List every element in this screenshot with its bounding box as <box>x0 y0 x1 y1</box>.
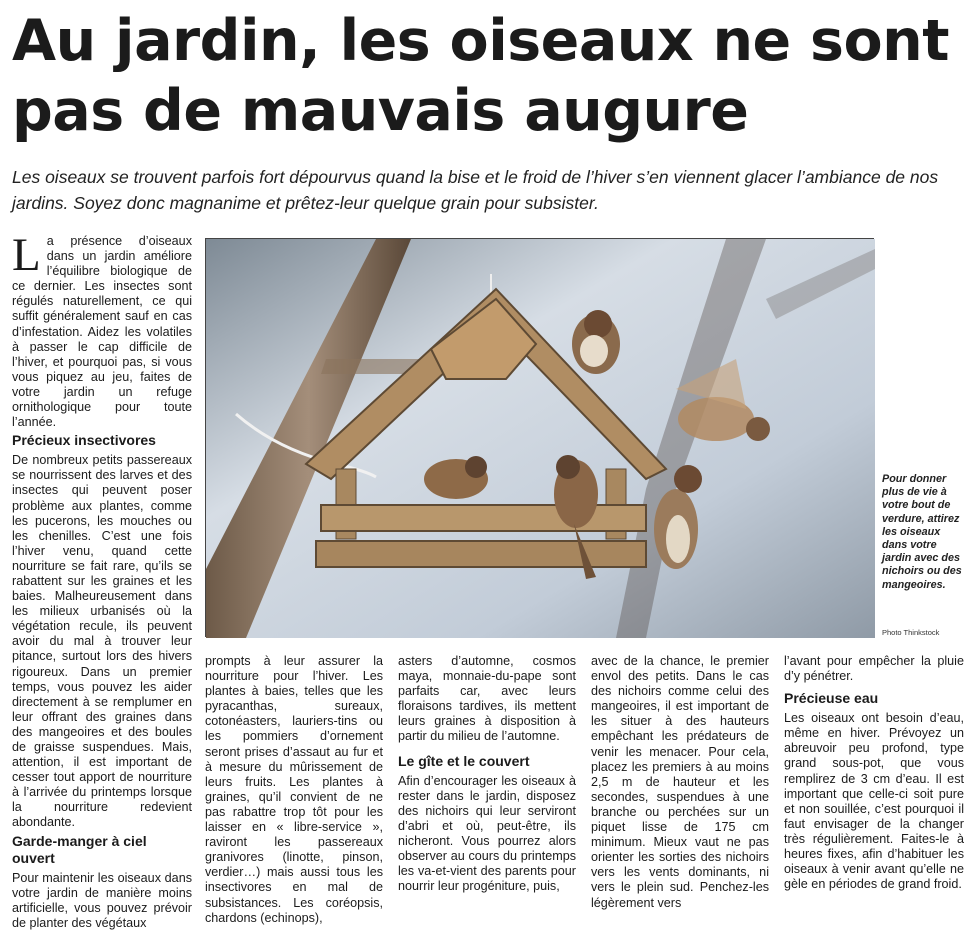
paragraph: De nombreux petits passereaux se nourrissent des larves et des insectes qui peuvent poser problème aux plantes, comme les pucerons, les mouches ou les chenilles. C’est une fois l’hiver venu, quand cette nourriture se fait rare, qu’ils se rabattent sur les graines et les baies. Malheureusement dans les milieux urbanisés où la végétation recule, ils peuvent avoir du mal à trouver leur pitance, surtout lors des hivers rigoureux. Dans un premier temps, vous pouvez les aider directement à se remplumer en leur offrant des graines dans des mangeoires et des boules de graisse suspendues. Mais, attention, il est important de cesser tout apport de nourriture à l’arrivée du printemps lorsque la nourriture redevient abondante. <box>12 453 192 830</box>
article-column-1 <box>12 229 192 931</box>
article-column-2 <box>205 654 383 926</box>
article-column-5 <box>784 654 964 892</box>
paragraph: Afin d’encourager les oiseaux à rester dans le jardin, disposez des nichoirs qui leur serviront d’abri et où, peut-être, ils nicheront. Vous pourrez alors observer au cours du printemps les va-et-vient des parents pour nourrir leur progéniture, puis, <box>398 773 576 894</box>
feeder-tray-base <box>316 541 646 567</box>
drop-cap: L <box>12 229 41 281</box>
paragraph: prompts à leur assurer la nourriture pour l’hiver. Les plantes à baies, telles que les pyracanthas, sureaux, cotonéasters, lauriers-tins ou les pommiers d’ornement seront prises d’assaut au fur et à mesure du mûrissement de leurs fruits. Les plantes à graines, qu’il convient de ne pas rabattre trop tôt pour les laisser en « libre-service », raviront les passereaux granivores (linotte, pinson, verdier…) mais aussi tous les insectivores en mal de subsistances. Les coréopsis, chardons (echinops), <box>205 654 383 925</box>
article-column-4 <box>591 654 769 911</box>
bird-feeder-photo <box>206 239 875 638</box>
feeder-tray-front <box>321 505 646 531</box>
paragraph: Les oiseaux ont besoin d’eau, même en hiver. Prévoyez un abreuvoir peu profond, type grand sous-pot, que vous remplirez de 3 cm d’eau. Il est important que celle-ci soit pure et non souillée, c’est pourquoi il faut envisager de la changer très régulièrement. Faites-le à heures fixes, afin d’habituer les oiseaux à venir avant qu’elle ne gèle en périodes de grand froid. <box>784 711 964 892</box>
paragraph: asters d’automne, cosmos maya, monnaie-du-pape sont parfaits car, avec leurs floraisons tardives, ils mettent leurs graines à disposition à partir du milieu de l’automne. <box>398 654 576 744</box>
paragraph: avec de la chance, le premier envol des petits. Dans le cas des nichoirs comme celui des mangeoires, il est important de les situer à des hauteurs empêchant les prédateurs de venir les menacer. Pour cela, placez les premiers à au moins 2,5 m de hauteur et les secondes, suspendues à une branche ou perchées sur un piquet lisse de 175 cm minimum. Mieux vaut ne pas orienter les sorties des nichoirs vers les vents dominants, ni vers le plein sud. Penchez-les légèrement vers <box>591 654 769 910</box>
subhead-precieux-insectivores: Précieux insectivores <box>12 432 156 449</box>
paragraph: l’avant pour empêcher la pluie d’y pénétrer. <box>784 654 964 684</box>
standfirst: Les oiseaux se trouvent parfois fort dépourvus quand la bise et le froid de l’hiver s’en viennent glacer l’ambiance de nos jardins. Soyez donc magnanime et prêtez-leur quelque grain pour subsister. <box>12 167 939 213</box>
subhead-garde-manger: Garde-manger à ciel ouvert <box>12 832 147 866</box>
article-column-3 <box>398 654 576 894</box>
intro-text: a présence d’oiseaux dans un jardin améliore l’équilibre biologique de ce dernier. Les insectes sont régulés naturellement, ce qui suffit généralement sauf en cas d’infestation. Aidez les volatiles à passer le cap difficile de l’hiver, et pourquoi pas, si vous vous piquez au jeu, faites de votre jardin un refuge ornithologique pour toute l’année. <box>12 234 192 430</box>
photo-credit: Photo Thinkstock <box>882 628 940 637</box>
subhead-gite-couvert: Le gîte et le couvert <box>398 752 530 769</box>
article-photo <box>205 238 874 637</box>
headline: Au jardin, les oiseaux ne sont pas de mauvais augure <box>12 8 949 144</box>
subhead-precieuse-eau: Précieuse eau <box>784 690 879 707</box>
intro-paragraph <box>12 229 192 430</box>
photo-caption: Pour donner plus de vie à votre bout de verdure, attirez les oiseaux dans votre jardin avec des nichoirs ou des mangeoires. <box>882 473 962 591</box>
paragraph: Pour maintenir les oiseaux dans votre jardin de manière moins artificielle, vous pouvez prévoir de planter des végétaux <box>12 870 192 930</box>
